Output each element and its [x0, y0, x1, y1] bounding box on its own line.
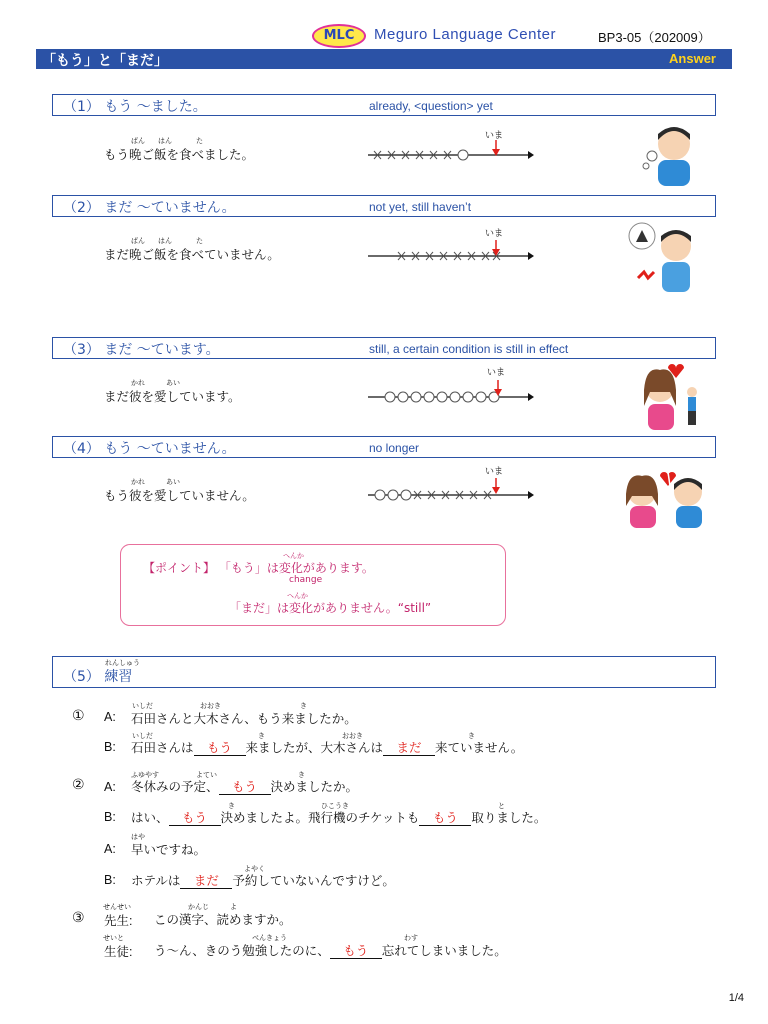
section-english: not yet, still haven’t — [369, 200, 472, 214]
furigana: あい — [166, 379, 180, 387]
page-title: 「もう」と「まだ」 — [42, 53, 168, 69]
practice-line — [154, 941, 507, 959]
example-sentence: もう彼を愛していません。 — [104, 488, 255, 503]
practice-line: 石田さんと大木さん、もう来ましたか。 — [131, 711, 357, 726]
furigana: せんせい — [103, 903, 131, 911]
furigana: ふゆやす — [131, 771, 159, 779]
text-segment: 取りました。 — [471, 810, 547, 825]
furigana: き — [298, 771, 305, 779]
furigana: あい — [166, 478, 180, 486]
section-english: still, a certain condition is still in effect — [369, 342, 569, 356]
section-heading: （4） もう ～ていません。 — [63, 441, 236, 457]
breakup-couple-illustration — [624, 472, 716, 528]
furigana: き — [228, 802, 235, 810]
section-2-header — [52, 195, 716, 217]
answer-label: Answer — [669, 51, 716, 66]
section-heading: （2） まだ ～ていません。 — [63, 200, 236, 216]
furigana: ひこうき — [321, 802, 349, 810]
ima-label: いま — [485, 131, 504, 141]
section-heading: （3） まだ ～ています。 — [63, 342, 220, 358]
section-1-header — [52, 94, 716, 116]
furigana: よてい — [196, 771, 217, 779]
ima-label: いま — [485, 229, 504, 239]
speaker-label: A: — [104, 842, 116, 856]
answer-blank: もう — [419, 810, 471, 826]
timeline-1 — [368, 138, 534, 162]
furigana: かれ — [131, 478, 145, 486]
change-note: change — [289, 575, 323, 585]
furigana: かんじ — [188, 903, 209, 911]
furigana: はん — [158, 237, 172, 245]
section-heading: （1） もう ～ました。 — [63, 99, 207, 115]
org-name: Meguro Language Center — [374, 26, 556, 43]
text-segment: はい、 — [131, 810, 169, 825]
mlc-logo: MLC — [312, 24, 366, 48]
practice-line — [131, 808, 546, 826]
hungry-man-illustration — [620, 222, 700, 294]
furigana: ばん — [131, 137, 145, 145]
furigana: おおき — [342, 732, 363, 740]
speaker-label: A: — [104, 780, 116, 794]
furigana: かれ — [131, 379, 145, 387]
man-eating-illustration — [638, 122, 700, 188]
document-code: BP3-05（202009） — [598, 30, 711, 45]
speaker-label: 生徒: — [104, 945, 133, 959]
timeline-2 — [368, 238, 534, 262]
section-heading: （5） 練習 — [63, 669, 133, 685]
point-line-1: 【ポイント】 「もう」は変化があります。 — [143, 561, 374, 575]
furigana: へんか — [283, 552, 304, 560]
text-segment: 石田さんは — [131, 740, 194, 755]
text-segment: う～ん、きのう勉強したのに、 — [154, 943, 330, 958]
section-english: no longer — [369, 441, 420, 455]
ima-label: いま — [485, 467, 504, 477]
timeline-4 — [368, 476, 534, 502]
text-segment: 決めましたよ。飛行機のチケットも — [220, 810, 420, 825]
practice-line — [131, 738, 523, 756]
answer-blank: もう — [330, 943, 382, 959]
answer-blank: もう — [194, 740, 246, 756]
question-number: ① — [72, 708, 85, 724]
still-note: “still” — [397, 601, 432, 615]
sad-woman-illustration — [640, 362, 702, 432]
answer-blank: もう — [169, 810, 221, 826]
furigana: よやく — [244, 865, 265, 873]
furigana: へんか — [287, 592, 308, 600]
point-line-2 — [229, 599, 431, 616]
question-number: ③ — [72, 910, 85, 926]
furigana: わす — [404, 934, 418, 942]
speaker-label: B: — [104, 740, 116, 754]
text-segment: 冬休みの予定、 — [131, 779, 219, 794]
furigana: と — [498, 802, 505, 810]
furigana: よ — [230, 903, 237, 911]
question-number: ② — [72, 777, 85, 793]
practice-line: この漢字、読めますか。 — [154, 912, 292, 927]
section-5-header — [52, 656, 716, 688]
text-segment: 来ましたが、大木さんは — [245, 740, 384, 755]
speaker-label: B: — [104, 873, 116, 887]
furigana: れんしゅう — [105, 659, 140, 667]
speaker-label: 先生: — [104, 914, 133, 928]
practice-line: 早いですね。 — [131, 842, 207, 857]
section-3-header — [52, 337, 716, 359]
answer-blank: まだ — [180, 873, 232, 889]
furigana: き — [258, 732, 265, 740]
furigana: いしだ — [132, 702, 153, 710]
text-segment: 決めましたか。 — [270, 779, 359, 794]
furigana: はや — [131, 833, 145, 841]
title-bar — [36, 49, 732, 69]
furigana: た — [196, 137, 203, 145]
practice-line — [131, 777, 358, 795]
timeline-3 — [368, 378, 534, 404]
answer-blank: もう — [219, 779, 271, 795]
furigana: せいと — [103, 934, 124, 942]
section-4-header — [52, 436, 716, 458]
answer-blank: まだ — [383, 740, 435, 756]
furigana: べんきょう — [252, 934, 287, 942]
point-box — [120, 544, 506, 626]
practice-line — [131, 871, 395, 889]
text-segment: ホテルは — [131, 873, 181, 888]
example-sentence: まだ彼を愛しています。 — [104, 389, 241, 404]
furigana: き — [300, 702, 307, 710]
speaker-label: B: — [104, 810, 116, 824]
text-segment: 予約していないんですけど。 — [232, 873, 395, 888]
furigana: はん — [158, 137, 172, 145]
example-sentence: まだ晩ご飯を食べていません。 — [104, 247, 280, 262]
furigana: き — [468, 732, 475, 740]
text-segment: 来ていません。 — [435, 740, 524, 755]
furigana: おおき — [200, 702, 221, 710]
page-number: 1/4 — [728, 992, 744, 1004]
furigana: いしだ — [132, 732, 153, 740]
point-line-2-text: 「まだ」は変化がありません。 — [229, 601, 398, 615]
ima-label: いま — [487, 368, 506, 378]
example-sentence: もう晩ご飯を食べました。 — [104, 147, 255, 162]
furigana: た — [196, 237, 203, 245]
speaker-label: A: — [104, 710, 116, 724]
text-segment: 忘れてしまいました。 — [381, 943, 507, 958]
section-english: already, <question> yet — [369, 99, 493, 113]
furigana: ばん — [131, 237, 145, 245]
